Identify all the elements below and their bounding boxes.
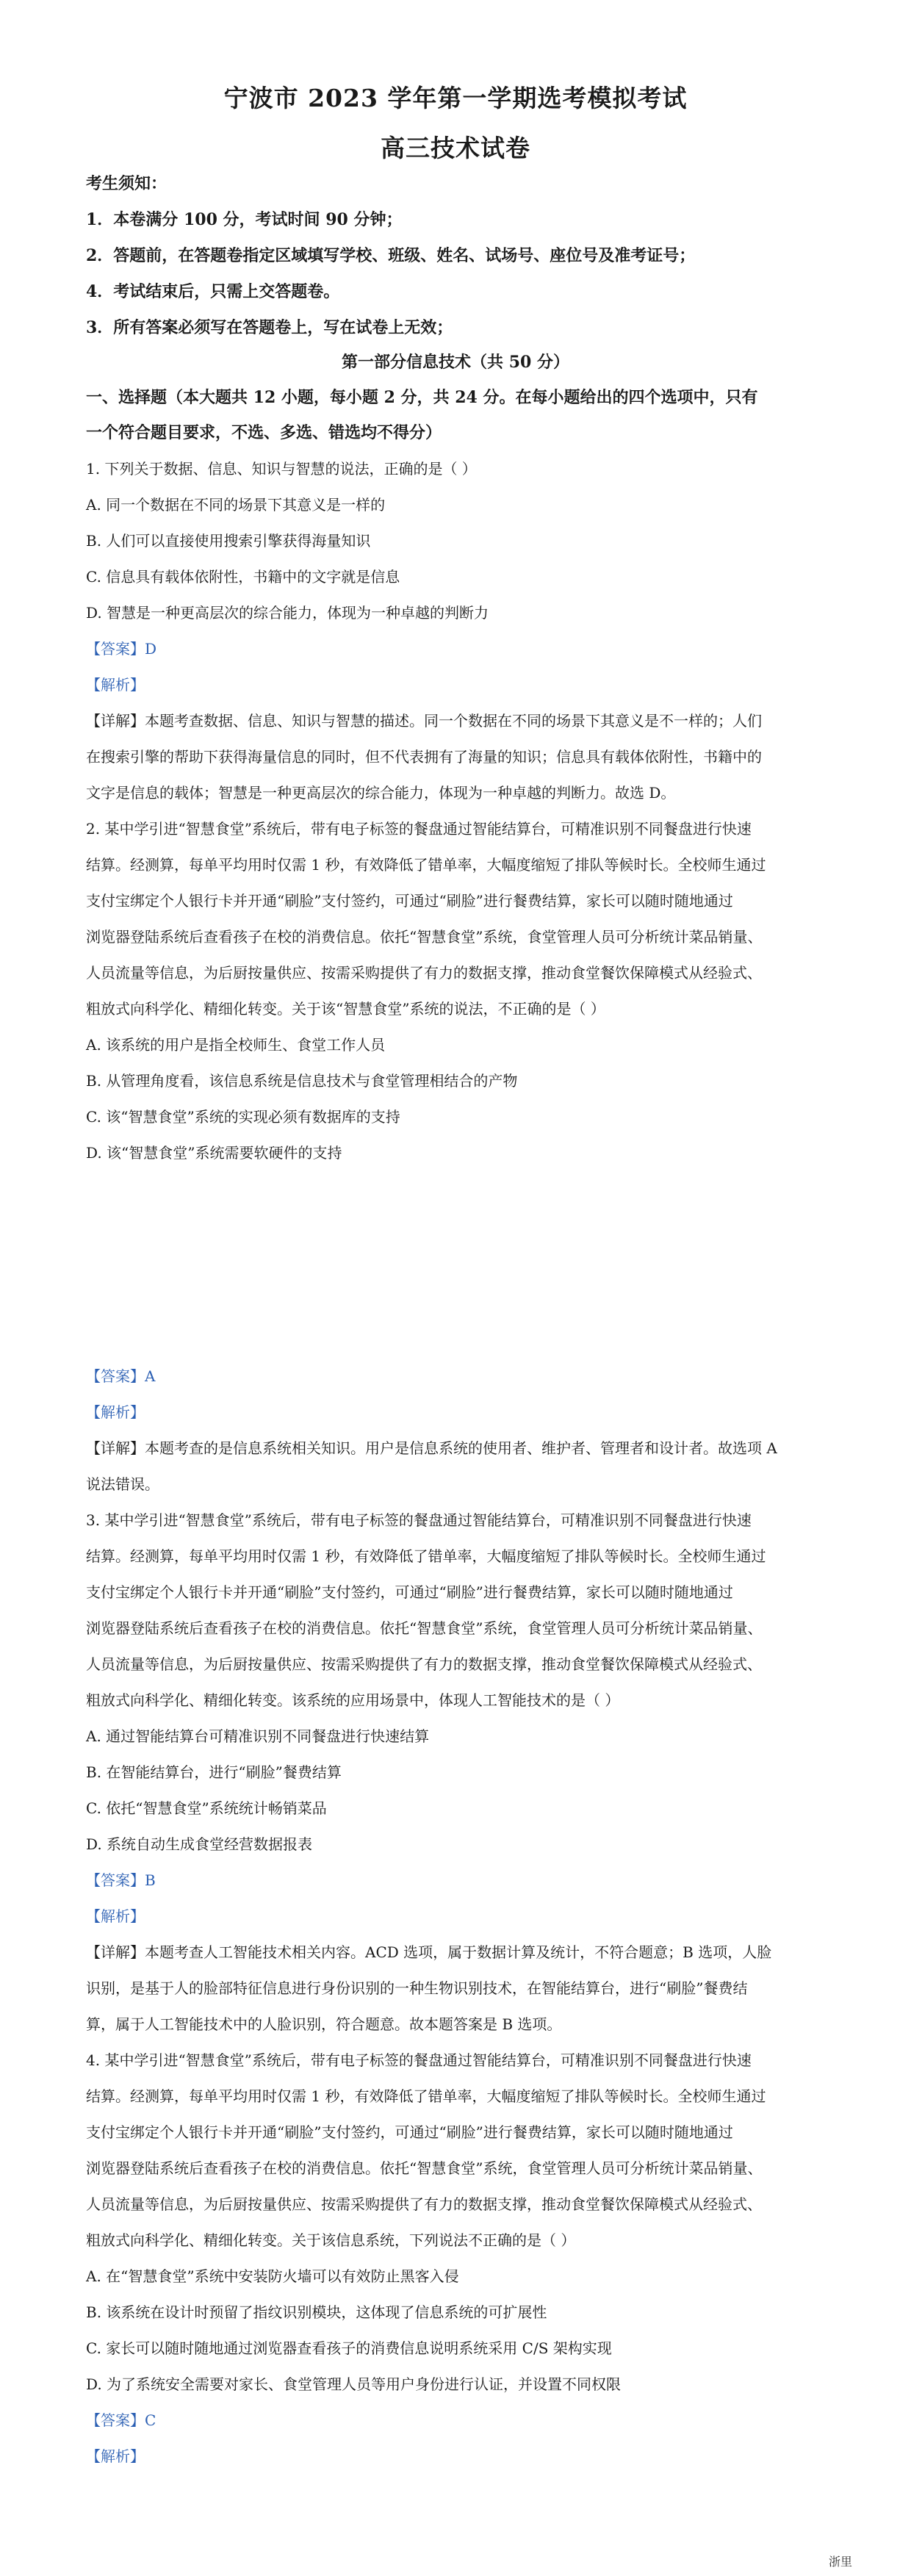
question-2-stem-line: 2. 某中学引进“智慧食堂”系统后，带有电子标签的餐盘通过智能结算台，可精准识别不同餐盘进行快速	[86, 820, 752, 838]
question-4-option-a: A. 在“智慧食堂”系统中安装防火墙可以有效防止黑客入侵	[86, 2267, 459, 2285]
question-3-option-a: A. 通过智能结算台可精准识别不同餐盘进行快速结算	[86, 1727, 430, 1745]
answer-label: 【答案】	[86, 1367, 145, 1385]
question-4-stem-line: 4. 某中学引进“智慧食堂”系统后，带有电子标签的餐盘通过智能结算台，可精准识别不同餐盘进行快速	[86, 2051, 752, 2069]
question-3-option-b: B. 在智能结算台，进行“刷脸”餐费结算	[86, 1763, 342, 1781]
question-3-option-c: C. 依托“智慧食堂”系统统计畅销菜品	[86, 1799, 327, 1817]
detail-text: 本题考查的是信息系统相关知识。用户是信息系统的使用者、维护者、管理者和设计者。故选项 A	[145, 1439, 777, 1457]
exam-title: 宁波市 2023 学年第一学期选考模拟考试	[223, 84, 688, 112]
question-3-analysis-label: 【解析】	[86, 1907, 145, 1925]
question-4-option-b: B. 该系统在设计时预留了指纹识别模块，这体现了信息系统的可扩展性	[86, 2303, 547, 2321]
question-1-detail-line: 在搜索引擎的帮助下获得海量信息的同时，但不代表拥有了海量的知识；信息具有载体依附性，书籍中的	[86, 748, 762, 766]
question-3-stem-line: 浏览器登陆系统后查看孩子在校的消费信息。依托“智慧食堂”系统，食堂管理人员可分析统计菜品销量、	[86, 1619, 763, 1637]
question-3-option-d: D. 系统自动生成食堂经营数据报表	[86, 1835, 313, 1853]
notice-item: 3．所有答案必须写在答题卷上，写在试卷上无效；	[86, 318, 453, 337]
detail-label: 【详解】	[86, 1943, 145, 1961]
question-1-stem: 1. 下列关于数据、信息、知识与智慧的说法，正确的是（ ）	[86, 460, 477, 478]
section-heading-line: 一、选择题（本大题共 12 小题，每小题 2 分，共 24 分。在每小题给出的四个选项中，只有	[86, 388, 758, 407]
question-4-stem-line: 结算。经测算，每单平均用时仅需 1 秒，有效降低了错单率，大幅度缩短了排队等候时长。全校师生通过	[86, 2087, 766, 2105]
question-2-detail-line: 说法错误。	[86, 1475, 159, 1493]
question-3-stem-line: 人员流量等信息，为后厨按量供应、按需采购提供了有力的数据支撑，推动食堂餐饮保障模式从经验式、	[86, 1655, 762, 1673]
notice-heading: 考生须知：	[86, 174, 168, 193]
section-heading-line: 一个符合题目要求，不选、多选、错选均不得分）	[86, 423, 442, 442]
question-2-stem-line: 粗放式向科学化、精细化转变。关于该“智慧食堂”系统的说法，不正确的是（ ）	[86, 1000, 605, 1018]
question-4-analysis-label: 【解析】	[86, 2447, 145, 2465]
question-2-stem-line: 结算。经测算，每单平均用时仅需 1 秒，有效降低了错单率，大幅度缩短了排队等候时长。全校师生通过	[86, 856, 766, 874]
question-3-detail-line: 识别，是基于人的脸部特征信息进行身份识别的一种生物识别技术，在智能结算台，进行“刷脸”餐费结	[86, 1979, 748, 1997]
question-3-answer	[86, 1869, 156, 1891]
question-4-answer	[86, 2409, 156, 2431]
question-2-option-d: D. 该“智慧食堂”系统需要软硬件的支持	[86, 1144, 342, 1162]
question-1-analysis-label: 【解析】	[86, 676, 145, 694]
question-1-option-d: D. 智慧是一种更高层次的综合能力，体现为一种卓越的判断力	[86, 604, 489, 622]
notice-item: 2．答题前，在答题卷指定区域填写学校、班级、姓名、试场号、座位号及准考证号；	[86, 246, 696, 265]
question-1-option-a: A. 同一个数据在不同的场景下其意义是一样的	[86, 496, 386, 514]
question-1-option-b: B. 人们可以直接使用搜索引擎获得海量知识	[86, 532, 371, 550]
question-3-stem-line: 粗放式向科学化、精细化转变。该系统的应用场景中，体现人工智能技术的是（ ）	[86, 1691, 620, 1709]
answer-value: A	[145, 1367, 156, 1385]
question-2-option-b: B. 从管理角度看，该信息系统是信息技术与食堂管理相结合的产物	[86, 1072, 518, 1090]
notice-item: 1．本卷满分 100 分，考试时间 90 分钟；	[86, 210, 403, 229]
question-1-option-c: C. 信息具有载体依附性，书籍中的文字就是信息	[86, 568, 400, 586]
exam-subtitle: 高三技术试卷	[381, 134, 530, 162]
question-2-answer	[86, 1365, 155, 1387]
question-1-answer	[86, 638, 156, 660]
detail-text: 本题考查数据、信息、知识与智慧的描述。同一个数据在不同的场景下其意义是不一样的；人们	[145, 712, 762, 730]
question-2-option-c: C. 该“智慧食堂”系统的实现必须有数据库的支持	[86, 1108, 400, 1126]
answer-value: D	[145, 640, 157, 658]
question-3-stem-line: 结算。经测算，每单平均用时仅需 1 秒，有效降低了错单率，大幅度缩短了排队等候时长。全校师生通过	[86, 1547, 766, 1565]
question-4-option-c: C. 家长可以随时随地通过浏览器查看孩子的消费信息说明系统采用 C/S 架构实现	[86, 2339, 612, 2357]
notice-item: 4．考试结束后，只需上交答题卷。	[86, 282, 340, 301]
answer-value: B	[145, 1871, 156, 1889]
question-1-detail-line: 文字是信息的载体；智慧是一种更高层次的综合能力，体现为一种卓越的判断力。故选 D。	[86, 784, 676, 802]
answer-label: 【答案】	[86, 2411, 145, 2429]
detail-text: 本题考查人工智能技术相关内容。ACD 选项，属于数据计算及统计，不符合题意；B 选项，人脸	[145, 1943, 772, 1961]
question-4-stem-line: 支付宝绑定个人银行卡并开通“刷脸”支付签约，可通过“刷脸”进行餐费结算，家长可以随时随地通过	[86, 2123, 733, 2141]
question-4-stem-line: 粗放式向科学化、精细化转变。关于该信息系统，下列说法不正确的是（ ）	[86, 2231, 576, 2249]
detail-label: 【详解】	[86, 1439, 145, 1457]
question-2-stem-line: 支付宝绑定个人银行卡并开通“刷脸”支付签约，可通过“刷脸”进行餐费结算，家长可以随时随地通过	[86, 892, 733, 910]
page-footer: 浙里	[828, 2555, 852, 2569]
question-3-stem-line: 3. 某中学引进“智慧食堂”系统后，带有电子标签的餐盘通过智能结算台，可精准识别不同餐盘进行快速	[86, 1511, 752, 1529]
question-2-stem-line: 浏览器登陆系统后查看孩子在校的消费信息。依托“智慧食堂”系统，食堂管理人员可分析统计菜品销量、	[86, 928, 763, 946]
question-3-stem-line: 支付宝绑定个人银行卡并开通“刷脸”支付签约，可通过“刷脸”进行餐费结算，家长可以随时随地通过	[86, 1583, 733, 1601]
answer-label: 【答案】	[86, 640, 145, 658]
part-title: 第一部分信息技术（共 50 分）	[342, 353, 569, 372]
answer-label: 【答案】	[86, 1871, 145, 1889]
question-3-detail-line: 算，属于人工智能技术中的人脸识别，符合题意。故本题答案是 B 选项。	[86, 2015, 562, 2033]
question-2-stem-line: 人员流量等信息，为后厨按量供应、按需采购提供了有力的数据支撑，推动食堂餐饮保障模式从经验式、	[86, 964, 762, 982]
question-2-option-a: A. 该系统的用户是指全校师生、食堂工作人员	[86, 1036, 386, 1054]
question-3-detail	[86, 1941, 771, 1963]
question-1-detail	[86, 710, 762, 732]
question-2-detail	[86, 1437, 777, 1459]
detail-label: 【详解】	[86, 712, 145, 730]
question-4-stem-line: 浏览器登陆系统后查看孩子在校的消费信息。依托“智慧食堂”系统，食堂管理人员可分析统计菜品销量、	[86, 2159, 763, 2177]
answer-value: C	[145, 2411, 156, 2429]
question-2-analysis-label: 【解析】	[86, 1403, 145, 1421]
question-4-stem-line: 人员流量等信息，为后厨按量供应、按需采购提供了有力的数据支撑，推动食堂餐饮保障模式从经验式、	[86, 2195, 762, 2213]
question-4-option-d: D. 为了系统安全需要对家长、食堂管理人员等用户身份进行认证，并设置不同权限	[86, 2375, 622, 2393]
